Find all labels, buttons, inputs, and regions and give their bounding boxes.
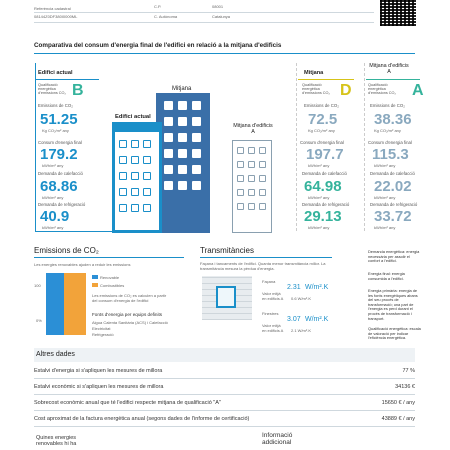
mitjana-a-label: Mitjana d'edificis A bbox=[233, 123, 273, 135]
mitjana-building bbox=[156, 93, 210, 233]
mid-consum-value: 197.7 bbox=[306, 146, 344, 163]
info-addicional-label: Informació addicional bbox=[262, 432, 293, 446]
right-consum-value: 115.3 bbox=[372, 146, 409, 163]
renovables-label: Quines energies renovables hi ha bbox=[36, 435, 77, 447]
left-refrig-value: 40.9 bbox=[40, 208, 70, 225]
altres-row: Cost aproximat de la factura energètica anual (segons dades de l'informe de certificació) 43889 € / any bbox=[34, 411, 415, 427]
right-refrig-value: 33.72 bbox=[374, 208, 412, 225]
sidebar-primaria: Energia primària: energia de les fonts energètiques abans del seu procés de transformació; una part de l'energia es perd durant el procés de transformació i transport. bbox=[368, 288, 418, 321]
mid-calef-value: 64.98 bbox=[304, 178, 342, 195]
altres-row: Estalvi d'energia si s'apliquen les mesures de millora 77 % bbox=[34, 363, 415, 379]
right-rating-letter: A bbox=[412, 82, 424, 99]
qr-code bbox=[380, 0, 416, 26]
sidebar-final: Energia final: energia consumida a l'edifici. bbox=[368, 271, 405, 281]
left-calef-value: 68.86 bbox=[40, 178, 78, 195]
cp-value: 08001 bbox=[212, 4, 224, 9]
renewable-share-fill bbox=[46, 273, 64, 335]
left-rating-letter: B bbox=[72, 82, 84, 99]
legend-fuel-swatch bbox=[92, 283, 98, 287]
right-calef-value: 22.02 bbox=[374, 178, 412, 195]
cp-label: C.P. bbox=[154, 4, 162, 9]
left-co2-value: 51.25 bbox=[40, 111, 78, 128]
left-consum-value: 179.2 bbox=[40, 146, 78, 163]
finestres-value: 3.07 bbox=[287, 316, 301, 323]
current-building bbox=[112, 122, 162, 233]
ca-label: C. Autònoma bbox=[154, 14, 178, 19]
emissions-title: Emissions de CO₂ bbox=[34, 246, 99, 255]
mitjana-a-building bbox=[232, 140, 272, 233]
mid-co2-value: 72.5 bbox=[308, 111, 338, 128]
window-icon bbox=[216, 286, 236, 308]
mid-title: Mitjana bbox=[304, 70, 324, 76]
ca-value: Catalunya bbox=[212, 14, 231, 19]
mid-rating-letter: D bbox=[340, 82, 352, 99]
wall-image bbox=[202, 276, 252, 320]
section-title: Comparativa del consum d'energia final de l'edifici en relació a la mitjana d'edificis bbox=[34, 42, 282, 49]
header-cadastral-value: 08144Z0DF380I0000ML bbox=[34, 14, 78, 19]
sidebar-qualificacio: Qualificació energètica: escala de valoració per indicar l'eficiència energètica. bbox=[368, 326, 421, 341]
facana-value: 2.31 bbox=[287, 284, 301, 291]
sidebar-demanda: Demanda energètica: energia necessària per assolir el confort a l'edifici. bbox=[368, 249, 420, 264]
right-co2-value: 38.36 bbox=[374, 111, 412, 128]
left-title: Edifici actual bbox=[38, 70, 73, 76]
current-building-label: Edifici actual bbox=[115, 114, 151, 120]
emissions-bar bbox=[46, 273, 86, 335]
altres-row: Sobrecost econòmic anual que té l'edifici respecte mitjana de qualificació "A" 15650 € / any bbox=[34, 395, 415, 411]
mitjana-building-label: Mitjana bbox=[172, 86, 192, 92]
altres-title: Altres dades bbox=[36, 351, 75, 358]
legend-renewable-swatch bbox=[92, 275, 98, 279]
header-cadastral-label: Referència cadastral bbox=[34, 6, 71, 11]
mid-refrig-value: 29.13 bbox=[304, 208, 342, 225]
right-title: Mitjana d'edificis A bbox=[369, 63, 409, 75]
transm-title: Transmitàncies bbox=[200, 246, 254, 255]
altres-row: Estalvi econòmic si s'apliquen les mesures de millora 34136 € bbox=[34, 379, 415, 395]
